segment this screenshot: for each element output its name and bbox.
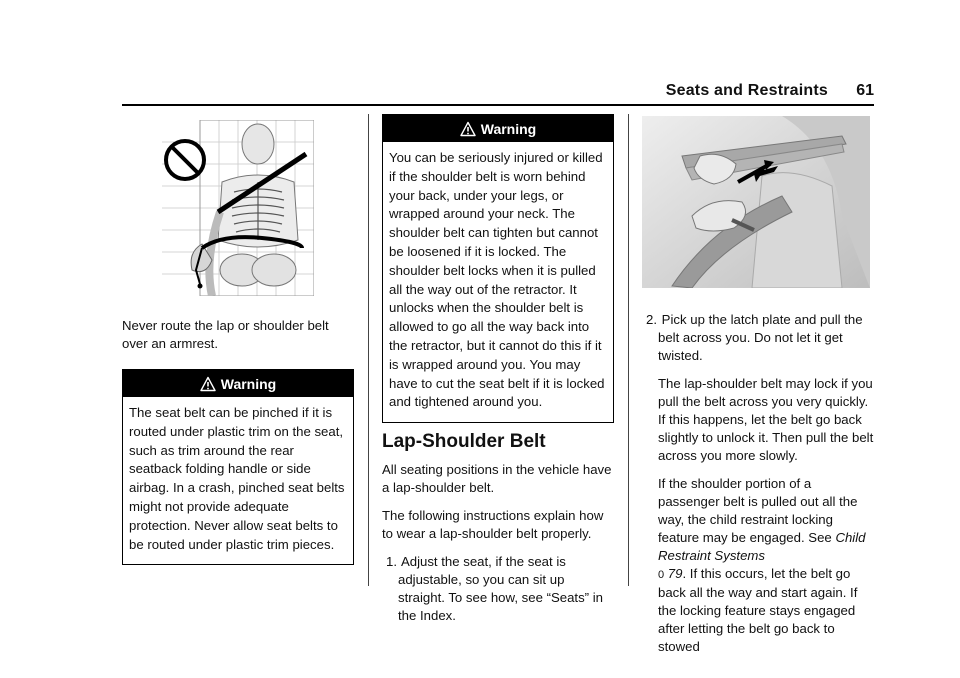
- warning-header: [123, 370, 353, 397]
- figure-caption: Never route the lap or shoulder belt over an armrest.: [122, 318, 329, 351]
- warning-icon: [200, 376, 216, 392]
- right-column: [642, 114, 874, 656]
- step-2-paragraph-2: If the shoulder portion of a passenger belt is pulled out all the way, the child restraint locking feature may be engaged. See Child Restraint Systems 0 79. If this occurs, let the belt go back all the way and start again. If the locking feature stays engaged after letting the belt go back to stowed: [658, 476, 866, 654]
- warning-body: The seat belt can be pinched if it is routed under plastic trim on the seat, such as trim around the rear seatback folding handle or side airbag. In a crash, pinched seat belts might not provide adequate protection. Never allow seat belts to be routed under plastic trim pieces.: [129, 405, 345, 552]
- header-rule: [122, 104, 874, 106]
- instructions-intro: The following instructions explain how to wear a lap-shoulder belt properly.: [382, 508, 604, 542]
- middle-column: [382, 114, 614, 625]
- warning-box-shoulder-belt: [382, 114, 614, 423]
- warning-box-trim: [122, 369, 354, 565]
- step-2: [642, 311, 874, 365]
- column-divider-right: [628, 114, 629, 586]
- page-number: 61: [856, 82, 874, 99]
- warning-icon: [460, 121, 476, 137]
- section-header-title: Seats and Restraints: [665, 82, 828, 99]
- page-ref-icon: 0: [658, 569, 665, 581]
- page-header: [122, 82, 874, 104]
- warning-header: [383, 115, 613, 142]
- intro-paragraph: All seating positions in the vehicle have a lap-shoulder belt.: [382, 462, 612, 496]
- step-text: Adjust the seat, if the seat is adjustable, so you can sit up straight. To see how, see “Seats” in the Index.: [398, 554, 604, 624]
- section-title: Lap-Shoulder Belt: [382, 431, 546, 453]
- left-column: [122, 114, 354, 565]
- step-1: [382, 553, 614, 625]
- warning-title: Warning: [480, 120, 537, 137]
- step-number: 1.: [386, 554, 397, 570]
- column-divider-left: [368, 114, 369, 586]
- warning-body: You can be seriously injured or killed if the shoulder belt is worn behind your back, under your legs, or wrapped around your neck. The shoulder belt can tighten but cannot be loosened if it is locked. The shoulder belt locks when it is pulled all the way out of the retractor. It unlocks when the shoulder belt is allowed to go all the way back into the retractor, but it cannot do this if it is wrapped around you. You may have to cut the seat belt if it is locked and tightened around you.: [389, 150, 605, 410]
- step-2-paragraph-1: The lap-shoulder belt may lock if you pull the belt across you very quickly. If this happens, let the belt go back slightly to unlock it. Then pull the belt across you more slowly.: [658, 376, 874, 463]
- step-number: 2.: [646, 312, 657, 327]
- step-text: Pick up the latch plate and pull the belt across you. Do not let it get twisted.: [658, 312, 863, 363]
- armrest-belt-illustration: [162, 120, 314, 296]
- cross-reference-link[interactable]: Child Restraint Systems: [658, 530, 866, 563]
- page-ref-number[interactable]: 79: [667, 566, 683, 581]
- warning-title: Warning: [220, 375, 277, 392]
- latch-plate-photo: [642, 116, 870, 288]
